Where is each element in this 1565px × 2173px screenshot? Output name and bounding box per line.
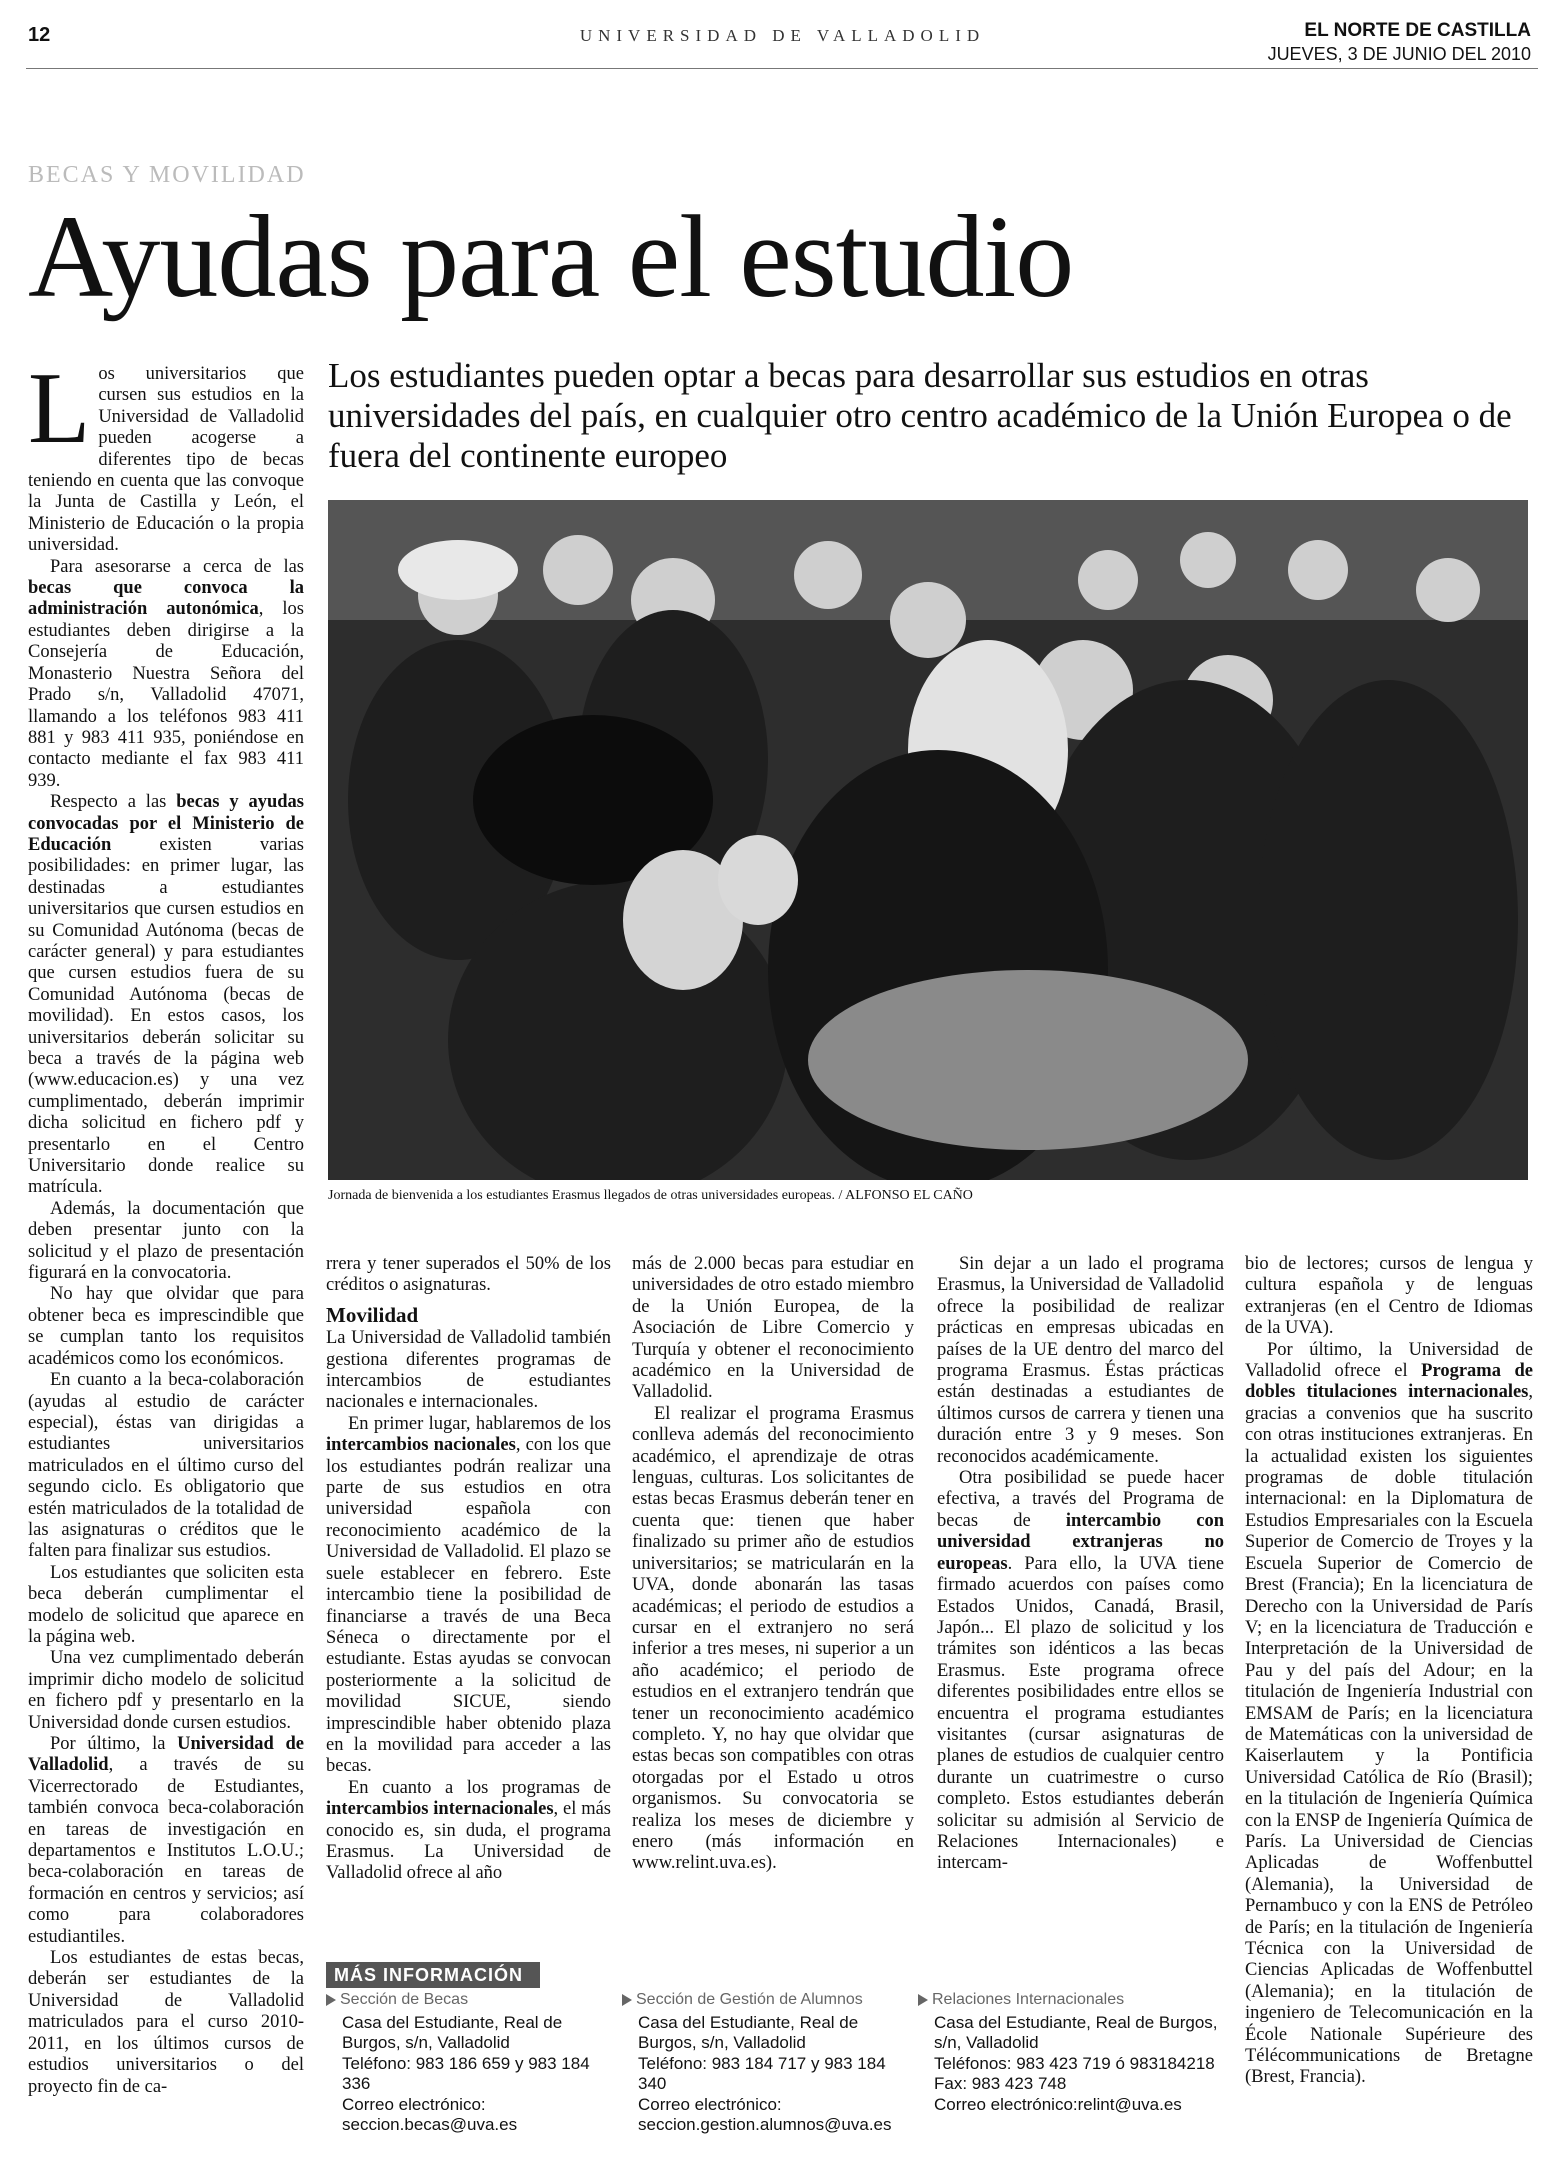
- paragraph: En primer lugar, hablaremos de los intercambios nacionales, con los que los estudiantes podrán realizar una parte de sus estudios en otra universidad española con reconocimiento académico de la Universidad de Valladolid. El plazo se suele establecer en febrero. Este intercambio tiene la posibilidad de financiarse a través de una Beca Séneca o directamente por el estudiante. Estas ayudas se convocan posteriormente a la solicitud de movilidad SICUE, siendo imprescindible haber obtenido plaza en la movilidad para acceder a las becas.: [326, 1413, 611, 1777]
- paragraph: La Universidad de Valladolid también gestiona diferentes programas de intercambios de estudiantes nacionales e internacionales.: [326, 1328, 611, 1413]
- paragraph: Respecto a las becas y ayudas convocadas por el Ministerio de Educación existen varias posibilidades: en primer lugar, las destinadas a estudiantes universitarios que cursen estudios en su Comunidad Autónoma (becas de carácter general) y para estudiantes que cursen estudios fuera de su Comunidad Autónoma (becas de movilidad). En estos casos, los universitarios deberán solicitar su beca a través de la página web (www.educacion.es) y una vez cumplimentado, deberán imprimir dicha solicitud en fichero pdf y presentarlo en el Centro Universitario donde realice su matrícula.: [28, 792, 304, 1198]
- publication-block: [1268, 20, 1531, 65]
- students-photo: [328, 500, 1528, 1180]
- column-3: [632, 1254, 914, 1934]
- paragraph: rrera y tener superados el 50% de los créditos o asignaturas.: [326, 1254, 611, 1296]
- info-email: Correo electrónico: seccion.gestion.alumnos@uva.es: [638, 2094, 892, 2134]
- paragraph: bio de lectores; cursos de lengua y cultura española y de lenguas extranjeras (en el Centro de Idiomas de la UVA).: [1245, 1254, 1533, 1339]
- info-line: Teléfono: 983 186 659 y 983 184 336: [342, 2053, 590, 2093]
- info-box-title: Sección de Gestión de Alumnos: [622, 1990, 912, 2011]
- subheading: Movilidad: [326, 1302, 419, 1327]
- info-email: seccion.becas@uva.es: [342, 2115, 518, 2134]
- paragraph: Una vez cumplimentado deberán imprimir dicho modelo de solicitud en fichero pdf y presentarlo en la Universidad donde cursen estudios.: [28, 1648, 304, 1733]
- info-line: Teléfonos: 983 423 719 ó 983184218: [934, 2053, 1215, 2073]
- info-line: Casa del Estudiante, Real de Burgos, s/n, Valladolid: [638, 2012, 859, 2052]
- section-label: BECAS Y MOVILIDAD: [28, 162, 306, 188]
- paragraph: Por último, la Universidad de Valladolid, a través de su Vicerrectorado de Estudiantes, también convoca beca-colaboración en tareas de investigación en departamentos e Institutos L.O.U.; beca-colaboración en tareas de formación en centros y servicios; así como para colaboradores estudiantiles.: [28, 1734, 304, 1947]
- info-email: Correo electrónico:relint@uva.es: [934, 2094, 1182, 2114]
- info-line: Correo electrónico:: [342, 2094, 486, 2114]
- paragraph: Otra posibilidad se puede hacer efectiva, a través del Programa de becas de intercambio con universidad extranjeras no europeas. Para ello, la UVA tiene firmado acuerdos con países como Estados Unidos, Canadá, Brasil, Japón... El plazo de solicitud y los trámites son idénticos a las becas Erasmus. Este programa ofrece diferentes posibilidades entre ellos se encuentra el programa estudiantes visitantes (cursar asignaturas de planes de estudios de cualquier centro durante un cuatrimestre o curso completo. Estos estudiantes deberán solicitar su admisión al Servicio de Relaciones Internacionales) e intercam-: [937, 1468, 1224, 1874]
- column-2: [326, 1254, 611, 1934]
- paragraph: más de 2.000 becas para estudiar en universidades de otro estado miembro de la Unión Europea, de la Asociación de Libre Comercio y Turquía y obtener el reconocimiento académico en la Universidad de Valladolid.: [632, 1254, 914, 1403]
- info-box-gestion-alumnos: [622, 1990, 912, 2136]
- paragraph: Por último, la Universidad de Valladolid ofrece el Programa de dobles titulaciones internacionales, gracias a convenios que ha suscrito con otras instituciones extranjeras. En la actualidad existen los siguientes programas de doble titulación internacional: en la Diplomatura de Estudios Empresariales con la Escuela Superior de Comercio de Troyes y la Escuela Superior de Comercio de Brest (Francia); En la licenciatura de Derecho con la Universidad de París V; en la licenciatura de Traducción e Interpretación de la Universidad de Pau y del país del Adour; en la titulación de Ingeniería Industrial con EMSAM de París; en la licenciatura de Matemáticas con la universidad de Kaiserlautem y la Pontificia Universidad Católica de Río (Brasil); en la titulación de Ingeniería Química con la ENSP de Ingeniería Química de París. La Universidad de Ciencias Aplicadas de Woffenbuttel (Alemania), la Universidad de Pernambuco y con la ENS de Petróleo de París; en la titulación de Ingeniería Técnica con la Universidad de Ciencias Aplicadas de Woffenbuttel (Alemania); en la titulación de ingeniero de Telecomunicación en la École Nationale Supérieure des Télécommunications de Bretagne (Brest, Francia).: [1245, 1339, 1533, 2088]
- info-line: Casa del Estudiante, Real de Burgos, s/n, Valladolid: [342, 2012, 563, 2052]
- info-box-relaciones-internacionales: [918, 1990, 1218, 2115]
- paragraph: El realizar el programa Erasmus conlleva además del reconocimiento académico, el aprendizaje de otras lenguas, culturas. Los solicitantes de estas becas Erasmus deberán tener en cuenta que: tienen que haber finalizado su primer año de estudios universitarios; se matricularán en la UVA, donde abonarán las tasas académicas; el periodo de estudios a cursar en el extranjero no será inferior a tres meses, ni superior a un año académico; el periodo de estudios en el extranjero tendrán que tener un reconocimiento académico completo. Y, no hay que olvidar que estas becas son compatibles con otras otorgadas por el Estado u otros organismos. Su convocatoria se realiza los meses de diciembre y enero (más información en www.relint.uva.es).: [632, 1403, 914, 1874]
- paragraph: Sin dejar a un lado el programa Erasmus, la Universidad de Valladolid ofrece la posibilidad de realizar prácticas en empresas ubicadas en países de la UE dentro del marco del programa Erasmus. Éstas prácticas están destinadas a estudiantes de últimos cursos de carrera y tienen una duración entre 3 y 9 meses. Son reconocidos académicamente.: [937, 1254, 1224, 1467]
- drop-cap: L: [28, 364, 91, 465]
- header-rule: [26, 68, 1538, 69]
- running-title: UNIVERSIDAD DE VALLADOLID: [579, 26, 986, 45]
- page-number: 12: [28, 24, 51, 46]
- paragraph: No hay que olvidar que para obtener beca es imprescindible que se cumplan tanto los requisitos académicos como los económicos.: [28, 1284, 304, 1369]
- paragraph: En cuanto a los programas de intercambios internacionales, el más conocido es, sin duda, el programa Erasmus. La Universidad de Valladolid ofrece al año: [326, 1777, 611, 1884]
- triangle-bullet-icon: [622, 1994, 632, 2006]
- paragraph: Para asesorarse a cerca de las becas que convoca la administración autonómica, los estudiantes deben dirigirse a la Consejería de Educación, Monasterio Nuestra Señora del Prado s/n, Valladolid 47071, llamando a los teléfonos 983 411 881 y 983 411 935, poniéndose en contacto mediante el fax 983 411 939.: [28, 556, 304, 791]
- headline: Ayudas para el estudio: [28, 191, 1074, 322]
- triangle-bullet-icon: [326, 1994, 336, 2006]
- column-5: [1245, 1254, 1533, 2164]
- info-line: Casa del Estudiante, Real de Burgos, s/n, Valladolid: [934, 2012, 1218, 2052]
- paragraph: Además, la documentación que deben presentar junto con la solicitud y el plazo de presentación figurará en la convocatoria.: [28, 1198, 304, 1284]
- info-line: Fax: 983 423 748: [934, 2074, 1067, 2093]
- paragraph: En cuanto a la beca-colaboración (ayudas al estudio de carácter especial), éstas van dirigidas a estudiantes universitarios matriculados en el último curso del segundo ciclo. Es obligatorio que estén matriculados de la totalidad de las asignaturas o créditos que le falten para finalizar sus estudios.: [28, 1370, 304, 1562]
- column-1: [28, 364, 304, 2164]
- info-box-title: Relaciones Internacionales: [918, 1990, 1218, 2011]
- deck: Los estudiantes pueden optar a becas para desarrollar sus estudios en otras universidades del país, en cualquier otro centro académico de la Unión Europea o de fuera del continente europeo: [328, 356, 1512, 475]
- more-info-title: MÁS INFORMACIÓN: [326, 1962, 540, 1988]
- info-line: Teléfono: 983 184 717 y 983 184 340: [638, 2053, 886, 2093]
- paragraph: os universitarios que cursen sus estudios en la Universidad de Valladolid pueden acogerse a diferentes tipo de becas teniendo en cuenta que las convoque la Junta de Castilla y León, el Ministerio de Educación o la propia universidad.: [28, 364, 304, 556]
- paragraph: Los estudiantes que soliciten esta beca deberán cumplimentar el modelo de solicitud que aparece en la página web.: [28, 1562, 304, 1647]
- info-box-title: Sección de Becas: [326, 1990, 616, 2011]
- publication-date: JUEVES, 3 DE JUNIO DEL 2010: [1267, 44, 1531, 64]
- paragraph: Los estudiantes de estas becas, deberán ser estudiantes de la Universidad de Valladolid matriculados para el curso 2010-2011, en los últimos cursos de estudios universitarios o del proyecto fin de ca-: [28, 1948, 304, 2097]
- triangle-bullet-icon: [918, 1994, 928, 2006]
- publication-name: EL NORTE DE CASTILLA: [1304, 20, 1531, 41]
- photo-caption: Jornada de bienvenida a los estudiantes Erasmus llegados de otras universidades europeas. / ALFONSO EL CAÑO: [328, 1188, 973, 1203]
- column-4: [937, 1254, 1224, 1934]
- info-box-becas: [326, 1990, 616, 2136]
